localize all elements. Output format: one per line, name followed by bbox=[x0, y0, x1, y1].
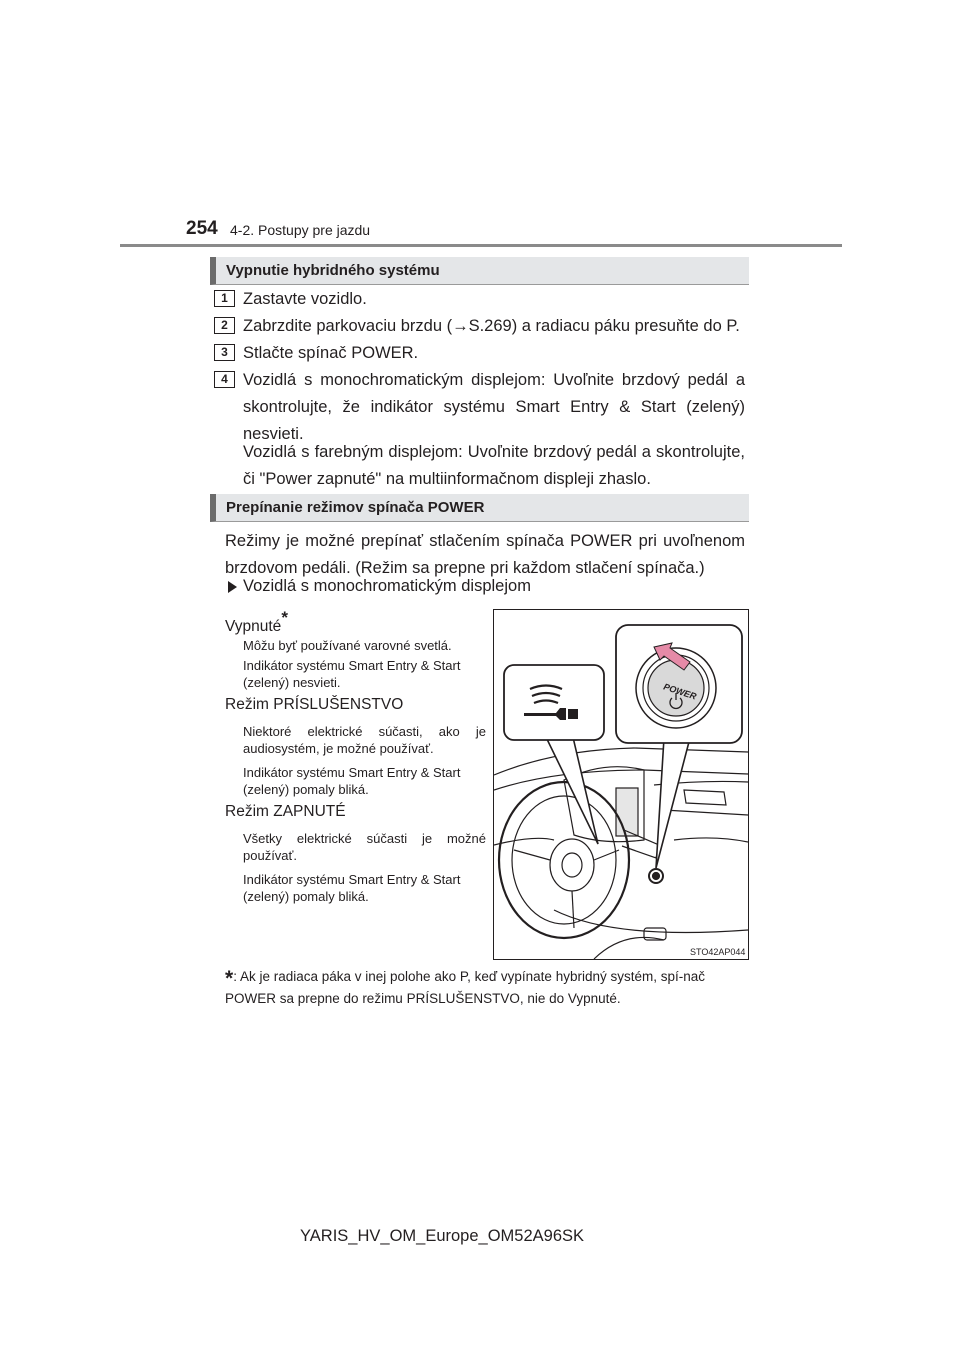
document-id: YARIS_HV_OM_Europe_OM52A96SK bbox=[300, 1227, 585, 1245]
dashboard-illustration bbox=[493, 609, 749, 960]
figure-code: STO42AP044 bbox=[690, 947, 746, 957]
step-number-4: 4 bbox=[214, 371, 235, 388]
step-number-1: 1 bbox=[214, 290, 235, 307]
mode-acc-title: Režim PRÍSLUŠENSTVO bbox=[225, 696, 404, 713]
mode-acc-line-1: Niektoré elektrické súčasti, ako je audiosystém, je možné používať. bbox=[243, 724, 486, 756]
section-heading-text: Prepínanie režimov spínača POWER bbox=[226, 499, 485, 516]
footnote bbox=[225, 967, 747, 1009]
chapter-title: 4-2. Postupy pre jazdu bbox=[230, 222, 371, 238]
section-heading-shutdown bbox=[210, 257, 749, 285]
footnote-text: : Ak je radiaca páka v inej polohe ako P, keď vypínate hybridný systém, spí-nač POWER sa prepne do režimu PRÍSLUŠENSTVO, nie do Vypnuté. bbox=[225, 969, 705, 1006]
mode-on-title: Režim ZAPNUTÉ bbox=[225, 803, 346, 820]
step-1-text: Zastavte vozidlo. bbox=[243, 290, 367, 308]
step-4-text-color-display: Vozidlá s farebným displejom: Uvoľnite brzdový pedál a skontrolujte, či "Power zapnuté" na multiinformačnom displeji zhaslo. bbox=[243, 443, 745, 488]
section-heading-text: Vypnutie hybridného systému bbox=[226, 262, 440, 279]
mode-on-line-1: Všetky elektrické súčasti je možné používať. bbox=[243, 831, 486, 863]
footnote-star: * bbox=[281, 608, 288, 627]
mode-off-line-1: Môžu byť používané varovné svetlá. bbox=[243, 638, 452, 653]
step-number-2: 2 bbox=[214, 317, 235, 334]
dashboard-drawing bbox=[494, 610, 748, 959]
mode-on-line-2: Indikátor systému Smart Entry & Start (zelený) pomaly bliká. bbox=[243, 872, 461, 904]
page-number: 254 bbox=[186, 218, 218, 239]
step-4-text: Vozidlá s monochromatickým displejom: Uvoľnite brzdový pedál a skontrolujte, že indikátor systému Smart Entry & Start (zelený) nesvieti. bbox=[243, 371, 745, 443]
modes-intro: Režimy je možné prepínať stlačením spínača POWER pri uvoľnenom brzdovom pedáli. (Režim sa prepne pri každom stlačení spínača.) bbox=[225, 532, 745, 577]
bullet-monochrome: Vozidlá s monochromatickým displejom bbox=[243, 577, 531, 595]
section-heading-power-modes bbox=[210, 494, 749, 522]
arrow-bullet-icon bbox=[228, 581, 237, 593]
mode-off-label: Vypnuté bbox=[225, 618, 282, 636]
power-button-label: POWER bbox=[662, 681, 698, 702]
step-number-3: 3 bbox=[214, 344, 235, 361]
footnote-marker: * bbox=[225, 967, 234, 990]
mode-acc-line-2: Indikátor systému Smart Entry & Start (zelený) pomaly bliká. bbox=[243, 765, 461, 797]
step-2-text: Zabrzdite parkovaciu brzdu (→S.269) a radiacu páku presuňte do P. bbox=[243, 317, 740, 335]
header-rule bbox=[120, 244, 842, 247]
step-3-text: Stlačte spínač POWER. bbox=[243, 344, 419, 362]
mode-off-title bbox=[225, 610, 288, 636]
mode-off-line-2: Indikátor systému Smart Entry & Start (zelený) nesvieti. bbox=[243, 658, 461, 690]
